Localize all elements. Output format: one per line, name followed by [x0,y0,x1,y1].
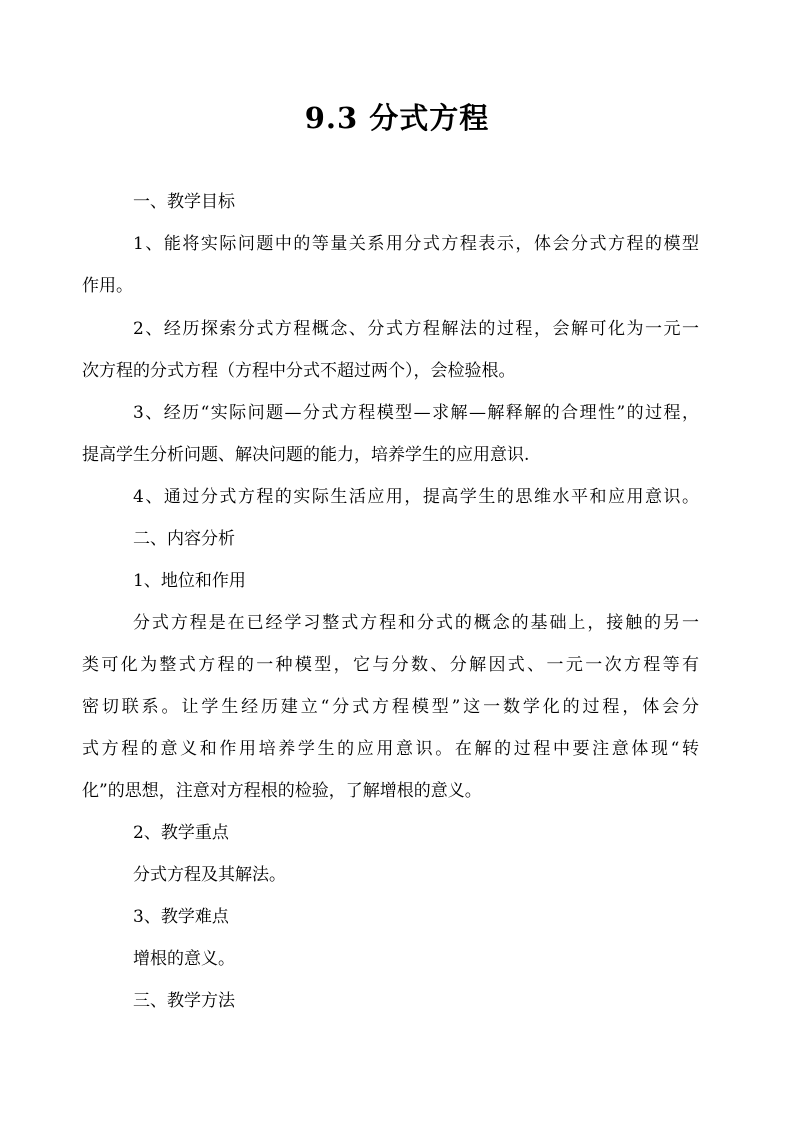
section-heading-teaching-goals: 一、教学目标 [133,192,235,212]
teaching-difficulty-text: 增根的意义。 [133,949,235,969]
teaching-focus-text: 分式方程及其解法。 [133,865,286,885]
subheading-teaching-difficulty: 3、教学难点 [133,907,229,927]
goal-2-line-2: 次方程的分式方程（方程中分式不超过两个），会检验根。 [82,361,516,381]
paragraph-line-3: 密切联系。让学生经历建立“分式方程模型”这一数学化的过程，体会分 [82,697,699,717]
document-title: 9.3 分式方程 [304,101,490,135]
paragraph-line-5: 化”的思想，注意对方程根的检验，了解增根的意义。 [82,781,482,801]
goal-3-line-1: 3、经历“实际问题—分式方程模型—求解—解释解的合理性”的过程， [133,403,699,423]
goal-4-line-1: 4、通过分式方程的实际生活应用，提高学生的思维水平和应用意识。 [133,487,699,507]
section-heading-teaching-methods: 三、教学方法 [133,991,235,1011]
goal-2-line-1: 2、经历探索分式方程概念、分式方程解法的过程，会解可化为一元一 [133,319,699,339]
subheading-teaching-focus: 2、教学重点 [133,823,229,843]
goal-3-line-2: 提高学生分析问题、解决问题的能力，培养学生的应用意识. [82,445,530,465]
paragraph-line-2: 类可化为整式方程的一种模型，它与分数、分解因式、一元一次方程等有 [82,655,699,675]
goal-1-line-2: 作用。 [82,276,133,296]
goal-1-line-1: 1、能将实际问题中的等量关系用分式方程表示，体会分式方程的模型 [133,234,699,254]
paragraph-line-4: 式方程的意义和作用培养学生的应用意识。在解的过程中要注意体现“转 [82,739,699,759]
subheading-position-and-role: 1、地位和作用 [133,571,246,591]
section-heading-content-analysis: 二、内容分析 [133,529,235,549]
paragraph-line-1: 分式方程是在已经学习整式方程和分式的概念的基础上，接触的另一 [133,613,699,633]
